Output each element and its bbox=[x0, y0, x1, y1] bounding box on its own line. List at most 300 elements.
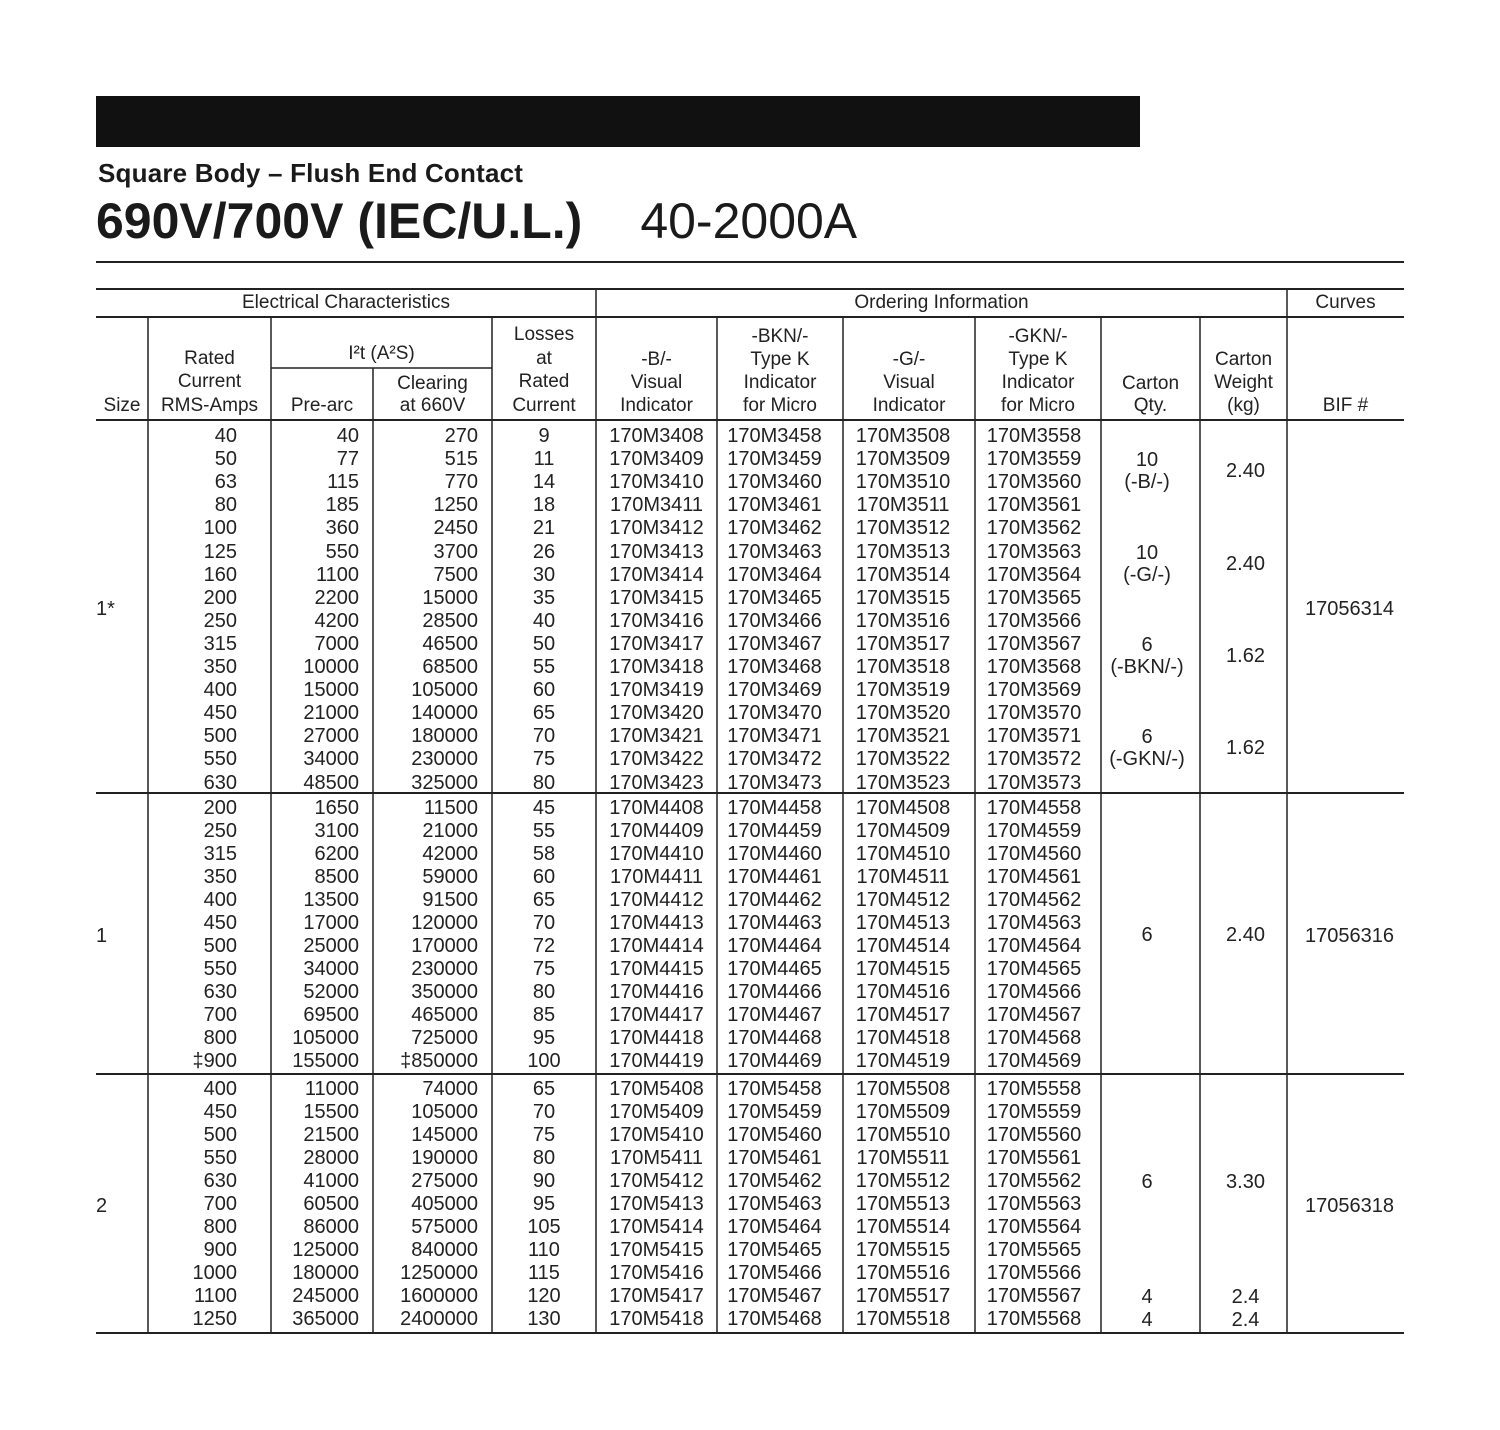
part-b-cell: 170M3409 bbox=[609, 448, 704, 471]
col-header-losses-line: Current bbox=[512, 394, 576, 416]
part-bkn-cell: 170M4459 bbox=[727, 820, 822, 842]
losses-cell: 65 bbox=[532, 889, 556, 911]
clearing-cell: 2450 bbox=[433, 517, 478, 540]
losses-cell: 110 bbox=[528, 1239, 560, 1261]
part-b-cell: 170M4415 bbox=[609, 958, 704, 980]
part-g-cell: 170M5509 bbox=[855, 1101, 951, 1123]
prearc-cell: 185 bbox=[325, 494, 359, 517]
part-b-cell: 170M5408 bbox=[609, 1078, 704, 1100]
rated-current-cell: 200 bbox=[203, 586, 237, 609]
clearing-cell: 465000 bbox=[411, 1004, 478, 1026]
size-cell: 1 bbox=[96, 924, 108, 947]
part-bkn-cell: 170M4462 bbox=[727, 889, 822, 911]
losses-cell: 100 bbox=[527, 1050, 561, 1072]
carton-qty-cell: (-BKN/-) bbox=[1110, 656, 1184, 678]
clearing-cell: 325000 bbox=[411, 771, 478, 794]
part-g-cell: 170M4515 bbox=[855, 958, 951, 980]
col-header-losses-line: Rated bbox=[518, 371, 570, 392]
page-subtitle: Square Body – Flush End Contact bbox=[98, 158, 524, 188]
col-header-rated-current-line: RMS-Amps bbox=[160, 394, 259, 416]
clearing-cell: 42000 bbox=[422, 843, 478, 865]
carton-weight-cell: 1.62 bbox=[1226, 645, 1265, 667]
rated-current-cell: 550 bbox=[203, 748, 237, 771]
part-gkn-cell: 170M5567 bbox=[986, 1285, 1082, 1307]
rated-current-cell: 80 bbox=[214, 494, 237, 517]
col-header-carton-qty-line: Carton bbox=[1121, 373, 1180, 394]
losses-cell: 95 bbox=[532, 1027, 556, 1049]
losses-cell: 58 bbox=[532, 843, 556, 865]
part-gkn-cell: 170M5568 bbox=[986, 1308, 1082, 1330]
rated-current-cell: 100 bbox=[203, 517, 237, 540]
carton-weight-cell: 3.30 bbox=[1226, 1170, 1265, 1193]
clearing-cell: 91500 bbox=[422, 889, 478, 911]
part-g-cell: 170M4508 bbox=[855, 797, 951, 819]
part-gkn-cell: 170M3568 bbox=[986, 656, 1082, 678]
losses-cell: 130 bbox=[527, 1308, 561, 1330]
prearc-cell: 1650 bbox=[314, 797, 359, 819]
col-header-bkn-line: for Micro bbox=[743, 395, 817, 416]
part-b-cell: 170M5414 bbox=[609, 1216, 704, 1238]
prearc-cell: 155000 bbox=[292, 1050, 359, 1072]
col-header-g-visual-line: -G/- bbox=[892, 349, 926, 370]
carton-qty-cell: 6 bbox=[1141, 924, 1153, 946]
prearc-cell: 34000 bbox=[303, 748, 359, 771]
part-g-cell: 170M3520 bbox=[855, 702, 951, 725]
part-g-cell: 170M5518 bbox=[855, 1308, 951, 1330]
losses-cell: 75 bbox=[532, 958, 556, 980]
prearc-cell: 86000 bbox=[303, 1216, 359, 1238]
col-header-bkn-line: Type K bbox=[750, 349, 810, 370]
prearc-cell: 21500 bbox=[303, 1124, 359, 1146]
part-bkn-cell: 170M5459 bbox=[727, 1101, 822, 1123]
prearc-cell: 3100 bbox=[314, 820, 359, 842]
prearc-cell: 115 bbox=[327, 471, 359, 494]
prearc-cell: 6200 bbox=[314, 843, 359, 865]
part-bkn-cell: 170M5461 bbox=[727, 1147, 822, 1169]
part-b-cell: 170M3408 bbox=[609, 425, 704, 447]
clearing-cell: 270 bbox=[444, 425, 478, 447]
part-bkn-cell: 170M4467 bbox=[727, 1004, 822, 1026]
part-g-cell: 170M3518 bbox=[855, 656, 951, 678]
part-g-cell: 170M4518 bbox=[855, 1027, 951, 1049]
part-g-cell: 170M4513 bbox=[855, 912, 951, 934]
part-gkn-cell: 170M4564 bbox=[986, 935, 1082, 957]
col-header-g-visual-line: Indicator bbox=[872, 395, 946, 416]
col-header-carton-weight-line: Weight bbox=[1214, 372, 1273, 393]
part-b-cell: 170M3414 bbox=[609, 563, 704, 586]
clearing-cell: 28500 bbox=[422, 609, 478, 632]
clearing-cell: 2400000 bbox=[400, 1308, 478, 1330]
part-gkn-cell: 170M3563 bbox=[986, 540, 1082, 563]
losses-cell: 45 bbox=[532, 797, 556, 819]
part-g-cell: 170M5508 bbox=[855, 1078, 951, 1100]
rated-current-cell: 500 bbox=[203, 725, 237, 748]
losses-cell: 65 bbox=[532, 1078, 556, 1100]
part-gkn-cell: 170M3572 bbox=[986, 748, 1082, 771]
prearc-cell: 52000 bbox=[303, 981, 359, 1003]
rated-current-cell: 315 bbox=[203, 632, 237, 655]
part-bkn-cell: 170M3461 bbox=[727, 494, 822, 517]
part-g-cell: 170M4511 bbox=[856, 866, 950, 888]
clearing-cell: 170000 bbox=[411, 935, 478, 957]
col-header-rated-current-line: Rated bbox=[184, 347, 235, 369]
carton-qty-cell: 6 bbox=[1141, 634, 1153, 656]
prearc-cell: 8500 bbox=[314, 866, 359, 888]
part-bkn-cell: 170M4458 bbox=[727, 797, 822, 819]
carton-qty-cell: (-GKN/-) bbox=[1109, 748, 1185, 771]
part-b-cell: 170M5412 bbox=[609, 1170, 704, 1192]
prearc-cell: 365000 bbox=[292, 1308, 359, 1330]
part-g-cell: 170M5515 bbox=[855, 1239, 951, 1261]
rated-current-cell: 450 bbox=[203, 912, 237, 934]
prearc-cell: 13500 bbox=[303, 889, 359, 911]
losses-cell: 60 bbox=[532, 866, 556, 888]
losses-cell: 70 bbox=[532, 1101, 556, 1123]
part-b-cell: 170M5410 bbox=[609, 1124, 704, 1146]
rated-current-cell: 50 bbox=[214, 448, 237, 471]
rated-current-cell: 315 bbox=[203, 843, 237, 865]
losses-cell: 14 bbox=[532, 471, 556, 494]
losses-cell: 50 bbox=[532, 632, 556, 655]
part-b-cell: 170M3410 bbox=[609, 471, 704, 494]
part-g-cell: 170M3515 bbox=[855, 586, 951, 609]
part-bkn-cell: 170M4468 bbox=[727, 1027, 822, 1049]
prearc-cell: 27000 bbox=[303, 725, 359, 748]
part-b-cell: 170M5416 bbox=[609, 1262, 704, 1284]
prearc-cell: 10000 bbox=[303, 656, 359, 678]
carton-qty-cell: 10 bbox=[1135, 449, 1159, 472]
prearc-cell: 360 bbox=[325, 517, 359, 540]
part-g-cell: 170M3516 bbox=[855, 609, 951, 632]
losses-cell: 21 bbox=[532, 517, 556, 540]
col-header-gkn-line: Indicator bbox=[1001, 372, 1075, 393]
clearing-cell: 46500 bbox=[422, 632, 478, 655]
part-bkn-cell: 170M3471 bbox=[727, 725, 822, 748]
part-b-cell: 170M5411 bbox=[609, 1147, 704, 1169]
part-bkn-cell: 170M5462 bbox=[727, 1170, 822, 1192]
losses-cell: 72 bbox=[532, 935, 556, 957]
clearing-cell: 770 bbox=[444, 471, 478, 494]
prearc-cell: 48500 bbox=[303, 771, 359, 794]
part-gkn-cell: 170M3571 bbox=[986, 725, 1082, 748]
part-bkn-cell: 170M5467 bbox=[727, 1285, 822, 1307]
prearc-cell: 40 bbox=[336, 425, 359, 447]
carton-qty-cell: 10 bbox=[1135, 541, 1159, 564]
clearing-cell: 59000 bbox=[422, 866, 478, 888]
losses-cell: 30 bbox=[532, 563, 556, 586]
part-bkn-cell: 170M3462 bbox=[727, 517, 822, 540]
carton-qty-cell: 4 bbox=[1141, 1308, 1153, 1331]
part-b-cell: 170M4410 bbox=[609, 843, 704, 865]
rated-current-cell: 1000 bbox=[192, 1262, 237, 1284]
losses-cell: 80 bbox=[532, 771, 556, 794]
col-header-carton-weight-line: (kg) bbox=[1227, 395, 1260, 416]
rated-current-cell: 450 bbox=[203, 1101, 237, 1123]
rated-current-cell: 800 bbox=[203, 1027, 237, 1049]
col-header-clearing-line: at 660V bbox=[399, 395, 466, 416]
prearc-cell: 2200 bbox=[314, 586, 359, 609]
part-gkn-cell: 170M4563 bbox=[986, 912, 1082, 934]
part-g-cell: 170M5514 bbox=[855, 1216, 951, 1238]
part-gkn-cell: 170M4567 bbox=[986, 1004, 1082, 1026]
carton-weight-cell: 2.4 bbox=[1231, 1308, 1260, 1331]
part-gkn-cell: 170M5560 bbox=[986, 1124, 1082, 1146]
col-header-carton-qty-line: Qty. bbox=[1133, 395, 1168, 416]
part-bkn-cell: 170M3458 bbox=[727, 425, 822, 447]
losses-cell: 95 bbox=[532, 1193, 556, 1215]
part-g-cell: 170M4516 bbox=[855, 981, 951, 1003]
clearing-cell: 140000 bbox=[411, 702, 478, 725]
part-bkn-cell: 170M5458 bbox=[727, 1078, 822, 1100]
col-header-bkn-line: Indicator bbox=[743, 372, 817, 393]
bif-cell: 17056318 bbox=[1305, 1194, 1394, 1217]
losses-cell: 120 bbox=[527, 1285, 561, 1307]
part-gkn-cell: 170M3566 bbox=[986, 609, 1082, 632]
losses-cell: 40 bbox=[532, 609, 556, 632]
part-b-cell: 170M4408 bbox=[609, 797, 704, 819]
carton-weight-cell: 2.4 bbox=[1231, 1285, 1260, 1308]
clearing-cell: 840000 bbox=[411, 1239, 478, 1261]
part-bkn-cell: 170M4460 bbox=[727, 843, 822, 865]
prearc-cell: 60500 bbox=[303, 1193, 359, 1215]
part-g-cell: 170M5511 bbox=[856, 1147, 950, 1169]
prearc-cell: 15500 bbox=[303, 1101, 359, 1123]
part-g-cell: 170M5510 bbox=[855, 1124, 951, 1146]
part-b-cell: 170M3413 bbox=[609, 540, 704, 563]
part-gkn-cell: 170M3562 bbox=[986, 517, 1082, 540]
clearing-cell: 105000 bbox=[411, 1101, 478, 1123]
part-g-cell: 170M3521 bbox=[855, 725, 951, 748]
part-g-cell: 170M4514 bbox=[855, 935, 951, 957]
part-b-cell: 170M5413 bbox=[609, 1193, 704, 1215]
clearing-cell: 350000 bbox=[411, 981, 478, 1003]
losses-cell: 55 bbox=[532, 820, 556, 842]
part-g-cell: 170M3523 bbox=[855, 771, 951, 794]
clearing-cell: 1250000 bbox=[400, 1262, 478, 1284]
part-gkn-cell: 170M5559 bbox=[986, 1101, 1082, 1123]
rated-current-cell: 630 bbox=[203, 771, 237, 794]
losses-cell: 26 bbox=[532, 540, 556, 563]
part-b-cell: 170M4411 bbox=[609, 866, 704, 888]
col-header-bif-line: BIF # bbox=[1322, 394, 1369, 416]
part-bkn-cell: 170M3467 bbox=[727, 632, 822, 655]
clearing-cell: 275000 bbox=[411, 1170, 478, 1192]
part-gkn-cell: 170M3570 bbox=[986, 702, 1082, 725]
part-b-cell: 170M4414 bbox=[609, 935, 704, 957]
part-b-cell: 170M5409 bbox=[609, 1101, 704, 1123]
part-gkn-cell: 170M4560 bbox=[986, 843, 1082, 865]
rated-current-cell: 40 bbox=[214, 425, 237, 447]
part-gkn-cell: 170M4561 bbox=[986, 866, 1082, 888]
part-gkn-cell: 170M4559 bbox=[986, 820, 1082, 842]
part-gkn-cell: 170M5563 bbox=[986, 1193, 1082, 1215]
losses-cell: 80 bbox=[532, 981, 556, 1003]
rated-current-cell: 400 bbox=[203, 679, 237, 702]
part-bkn-cell: 170M5464 bbox=[727, 1216, 822, 1238]
clearing-cell: 1250 bbox=[433, 494, 478, 517]
rated-current-cell: 700 bbox=[203, 1004, 237, 1026]
part-gkn-cell: 170M3569 bbox=[986, 679, 1082, 702]
part-g-cell: 170M4517 bbox=[855, 1004, 951, 1026]
clearing-cell: 190000 bbox=[411, 1147, 478, 1169]
col-header-bkn-line: -BKN/- bbox=[751, 326, 809, 347]
prearc-cell: 11000 bbox=[304, 1078, 359, 1100]
part-gkn-cell: 170M3559 bbox=[986, 448, 1082, 471]
part-gkn-cell: 170M4558 bbox=[986, 797, 1082, 819]
rated-current-cell: 630 bbox=[203, 981, 237, 1003]
losses-cell: 105 bbox=[527, 1216, 561, 1238]
group-header-curves-line: Curves bbox=[1315, 291, 1376, 313]
rated-current-cell: 250 bbox=[203, 820, 237, 842]
part-bkn-cell: 170M5466 bbox=[727, 1262, 822, 1284]
rated-current-cell: 800 bbox=[203, 1216, 237, 1238]
col-header-size-line: Size bbox=[103, 394, 141, 416]
prearc-cell: 28000 bbox=[303, 1147, 359, 1169]
part-b-cell: 170M3415 bbox=[609, 586, 704, 609]
part-g-cell: 170M4512 bbox=[855, 889, 951, 911]
prearc-cell: 17000 bbox=[303, 912, 359, 934]
col-header-losses-line: Losses bbox=[513, 324, 575, 345]
rated-current-cell: 125 bbox=[203, 540, 237, 563]
rated-current-cell: 63 bbox=[214, 471, 237, 494]
losses-cell: 70 bbox=[532, 912, 556, 934]
part-gkn-cell: 170M3565 bbox=[986, 586, 1082, 609]
part-gkn-cell: 170M5562 bbox=[986, 1170, 1082, 1192]
part-b-cell: 170M3422 bbox=[609, 748, 704, 771]
prearc-cell: 69500 bbox=[303, 1004, 359, 1026]
col-header-rated-current-line: Current bbox=[177, 371, 242, 392]
part-b-cell: 170M4418 bbox=[609, 1027, 704, 1049]
col-header-carton-weight-line: Carton bbox=[1214, 349, 1273, 370]
prearc-cell: 21000 bbox=[303, 702, 359, 725]
prearc-cell: 7000 bbox=[314, 632, 359, 655]
rated-current-cell: 400 bbox=[203, 1078, 237, 1100]
part-bkn-cell: 170M4466 bbox=[727, 981, 822, 1003]
col-header-b-visual-line: Visual bbox=[630, 372, 683, 393]
part-b-cell: 170M4409 bbox=[609, 820, 704, 842]
part-b-cell: 170M3421 bbox=[609, 725, 704, 748]
part-gkn-cell: 170M4565 bbox=[986, 958, 1082, 980]
losses-cell: 9 bbox=[538, 425, 550, 447]
part-bkn-cell: 170M5463 bbox=[727, 1193, 822, 1215]
part-b-cell: 170M3420 bbox=[609, 702, 704, 725]
part-g-cell: 170M3509 bbox=[855, 448, 951, 471]
part-b-cell: 170M3419 bbox=[609, 679, 704, 702]
part-b-cell: 170M4412 bbox=[609, 889, 704, 911]
prearc-cell: 550 bbox=[325, 540, 359, 563]
part-bkn-cell: 170M3464 bbox=[727, 563, 822, 586]
rated-current-cell: 400 bbox=[203, 889, 237, 911]
rated-current-cell: 1250 bbox=[192, 1308, 237, 1330]
part-g-cell: 170M3511 bbox=[856, 494, 950, 517]
col-header-losses-line: at bbox=[536, 347, 552, 369]
rated-current-cell: 250 bbox=[203, 609, 237, 632]
rated-current-cell: 1100 bbox=[193, 1285, 237, 1307]
part-g-cell: 170M5517 bbox=[855, 1285, 951, 1307]
col-header-clearing-line: Clearing bbox=[397, 373, 468, 394]
part-bkn-cell: 170M5460 bbox=[727, 1124, 822, 1146]
part-bkn-cell: 170M5465 bbox=[727, 1239, 822, 1261]
rated-current-cell: 700 bbox=[203, 1193, 237, 1215]
part-bkn-cell: 170M5468 bbox=[727, 1308, 822, 1330]
bif-cell: 17056314 bbox=[1305, 598, 1394, 620]
part-bkn-cell: 170M3459 bbox=[727, 448, 822, 471]
part-gkn-cell: 170M3564 bbox=[986, 563, 1082, 586]
clearing-cell: 725000 bbox=[411, 1027, 478, 1049]
part-gkn-cell: 170M5561 bbox=[986, 1147, 1082, 1169]
part-gkn-cell: 170M3561 bbox=[986, 494, 1082, 517]
bif-cell: 17056316 bbox=[1305, 924, 1394, 947]
col-header-gkn-line: for Micro bbox=[1001, 395, 1075, 416]
part-b-cell: 170M5417 bbox=[609, 1285, 704, 1307]
col-header-gkn-line: -GKN/- bbox=[1008, 326, 1068, 347]
part-gkn-cell: 170M3567 bbox=[986, 632, 1082, 655]
losses-cell: 70 bbox=[532, 725, 556, 748]
part-b-cell: 170M3411 bbox=[609, 494, 704, 517]
clearing-cell: 575000 bbox=[411, 1216, 478, 1238]
clearing-cell: 15000 bbox=[422, 586, 478, 609]
part-g-cell: 170M4519 bbox=[855, 1050, 951, 1072]
col-header-g-visual-line: Visual bbox=[883, 372, 935, 393]
part-gkn-cell: 170M4568 bbox=[986, 1027, 1082, 1049]
clearing-cell: 405000 bbox=[411, 1193, 478, 1215]
clearing-cell: ‡850000 bbox=[400, 1050, 478, 1072]
prearc-cell: 105000 bbox=[292, 1027, 359, 1049]
prearc-cell: 1100 bbox=[315, 563, 359, 586]
part-gkn-cell: 170M5558 bbox=[986, 1078, 1082, 1100]
rated-current-cell: 160 bbox=[203, 563, 237, 586]
part-bkn-cell: 170M3468 bbox=[727, 656, 822, 678]
part-bkn-cell: 170M4464 bbox=[727, 935, 822, 957]
rated-current-cell: 350 bbox=[203, 866, 237, 888]
part-bkn-cell: 170M3466 bbox=[727, 609, 822, 632]
rated-current-cell: 200 bbox=[203, 797, 237, 819]
carton-qty-cell: 4 bbox=[1141, 1285, 1153, 1308]
part-b-cell: 170M4419 bbox=[609, 1050, 704, 1072]
prearc-cell: 125000 bbox=[292, 1239, 359, 1261]
carton-qty-cell: (-B/-) bbox=[1124, 471, 1170, 494]
prearc-cell: 25000 bbox=[303, 935, 359, 957]
part-bkn-cell: 170M3470 bbox=[727, 702, 822, 725]
clearing-cell: 515 bbox=[444, 448, 478, 471]
carton-qty-cell: 6 bbox=[1141, 1170, 1153, 1193]
part-b-cell: 170M4417 bbox=[609, 1004, 704, 1026]
part-g-cell: 170M3514 bbox=[855, 563, 951, 586]
part-bkn-cell: 170M3473 bbox=[727, 771, 822, 794]
rated-current-cell: ‡900 bbox=[192, 1050, 237, 1072]
size-cell: 1* bbox=[96, 598, 115, 620]
part-b-cell: 170M4413 bbox=[609, 912, 704, 934]
prearc-cell: 245000 bbox=[292, 1285, 359, 1307]
part-gkn-cell: 170M5566 bbox=[986, 1262, 1082, 1284]
col-header-prearc-line: Pre-arc bbox=[290, 394, 354, 416]
part-b-cell: 170M3412 bbox=[609, 517, 704, 540]
group-header-ordering-line: Ordering Information bbox=[854, 291, 1029, 313]
part-gkn-cell: 170M3560 bbox=[986, 471, 1082, 494]
part-bkn-cell: 170M4469 bbox=[727, 1050, 822, 1072]
part-bkn-cell: 170M4461 bbox=[727, 866, 822, 888]
rated-current-cell: 550 bbox=[203, 1147, 237, 1169]
losses-cell: 90 bbox=[532, 1170, 556, 1192]
clearing-cell: 21000 bbox=[422, 820, 478, 842]
part-gkn-cell: 170M3558 bbox=[986, 425, 1082, 447]
rated-current-cell: 500 bbox=[203, 1124, 237, 1146]
part-g-cell: 170M3512 bbox=[855, 517, 951, 540]
losses-cell: 75 bbox=[532, 1124, 556, 1146]
part-b-cell: 170M5418 bbox=[609, 1308, 704, 1330]
losses-cell: 60 bbox=[532, 679, 556, 702]
prearc-cell: 180000 bbox=[292, 1262, 359, 1284]
